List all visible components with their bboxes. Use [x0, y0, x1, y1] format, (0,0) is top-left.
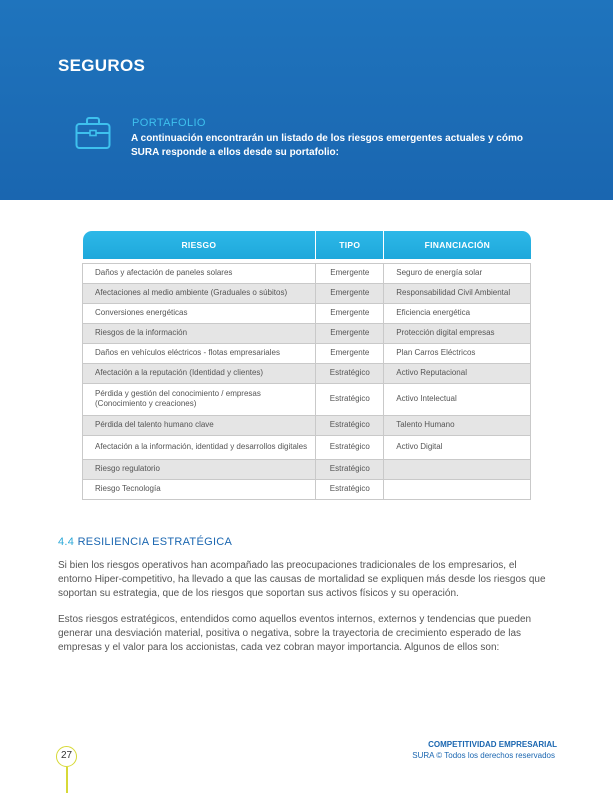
cell-financiacion: Activo Reputacional — [384, 363, 531, 383]
section-heading — [58, 536, 232, 548]
risk-table — [82, 231, 531, 500]
page-number: 27 — [56, 746, 77, 767]
page-title: SEGUROS — [58, 56, 146, 75]
column-header-riesgo: RIESGO — [83, 231, 316, 259]
table-row — [83, 459, 531, 479]
cell-riesgo: Daños en vehículos eléctricos - flotas empresariales — [83, 343, 316, 363]
table-row — [83, 363, 531, 383]
cell-financiacion — [384, 459, 531, 479]
cell-financiacion: Protección digital empresas — [384, 323, 531, 343]
cell-financiacion: Seguro de energía solar — [384, 263, 531, 283]
column-header-tipo: TIPO — [316, 231, 384, 259]
briefcase-icon — [75, 116, 111, 150]
cell-riesgo: Riesgo Tecnología — [83, 479, 316, 499]
cell-riesgo: Pérdida y gestión del conocimiento / empresas (Conocimiento y creaciones) — [83, 383, 316, 415]
cell-tipo: Estratégico — [316, 435, 384, 459]
page-marker-line — [66, 767, 68, 793]
cell-financiacion: Responsabilidad Civil Ambiental — [384, 283, 531, 303]
table-row — [83, 303, 531, 323]
cell-tipo: Estratégico — [316, 383, 384, 415]
cell-tipo: Emergente — [316, 323, 384, 343]
table-row — [83, 263, 531, 283]
footer-title: COMPETITIVIDAD EMPRESARIAL — [428, 740, 557, 749]
intro-text: A continuación encontrarán un listado de los riesgos emergentes actuales y cómo SURA responde a ellos desde su portafolio: — [131, 133, 523, 158]
cell-financiacion: Activo Digital — [384, 435, 531, 459]
cell-riesgo: Afectaciones al medio ambiente (Graduales o súbitos) — [83, 283, 316, 303]
cell-financiacion: Activo Intelectual — [384, 383, 531, 415]
cell-riesgo: Riesgos de la información — [83, 323, 316, 343]
cell-riesgo: Afectación a la información, identidad y desarrollos digitales — [83, 435, 316, 459]
cell-tipo: Estratégico — [316, 363, 384, 383]
cell-tipo: Estratégico — [316, 459, 384, 479]
cell-riesgo: Daños y afectación de paneles solares — [83, 263, 316, 283]
cell-riesgo: Riesgo regulatorio — [83, 459, 316, 479]
footer-copyright: SURA © Todos los derechos reservados — [412, 751, 555, 760]
header-banner — [0, 0, 613, 200]
cell-riesgo: Afectación a la reputación (Identidad y clientes) — [83, 363, 316, 383]
paragraph-2: Estos riesgos estratégicos, entendidos como aquellos eventos internos, externos y tendencias que pueden generar una desviación material, positiva o negativa, sobre la trayectoria de crecimiento esperado de las empresas y el valor para los accionistas, cada vez cobran mayor importancia. Algunos de ellos son: — [58, 614, 532, 653]
cell-financiacion: Talento Humano — [384, 415, 531, 435]
cell-tipo: Estratégico — [316, 415, 384, 435]
table-row — [83, 323, 531, 343]
cell-tipo: Emergente — [316, 343, 384, 363]
column-header-financiacion: FINANCIACIÓN — [384, 231, 531, 259]
table-header-row — [83, 231, 531, 259]
table-row — [83, 479, 531, 499]
section-number: 4.4 — [58, 536, 75, 548]
table-row — [83, 283, 531, 303]
paragraph-1: Si bien los riesgos operativos han acompañado las preocupaciones tradicionales de los empresarios, el entorno Hiper-competitivo, ha llevado a que las causas de mortalidad se expliquen más desde los riesgos que soportan su estrategia, que de los riesgos que soportan sus activos físicos y su operación. — [58, 560, 546, 599]
table-row — [83, 415, 531, 435]
table-row — [83, 343, 531, 363]
cell-tipo: Estratégico — [316, 479, 384, 499]
table-row — [83, 383, 531, 415]
cell-riesgo: Conversiones energéticas — [83, 303, 316, 323]
section-title: RESILIENCIA ESTRATÉGICA — [77, 536, 233, 548]
section-label: PORTAFOLIO — [132, 117, 206, 129]
table-row — [83, 435, 531, 459]
cell-financiacion — [384, 479, 531, 499]
cell-tipo: Emergente — [316, 263, 384, 283]
cell-financiacion: Plan Carros Eléctricos — [384, 343, 531, 363]
cell-tipo: Emergente — [316, 303, 384, 323]
cell-tipo: Emergente — [316, 283, 384, 303]
cell-financiacion: Eficiencia energética — [384, 303, 531, 323]
cell-riesgo: Pérdida del talento humano clave — [83, 415, 316, 435]
